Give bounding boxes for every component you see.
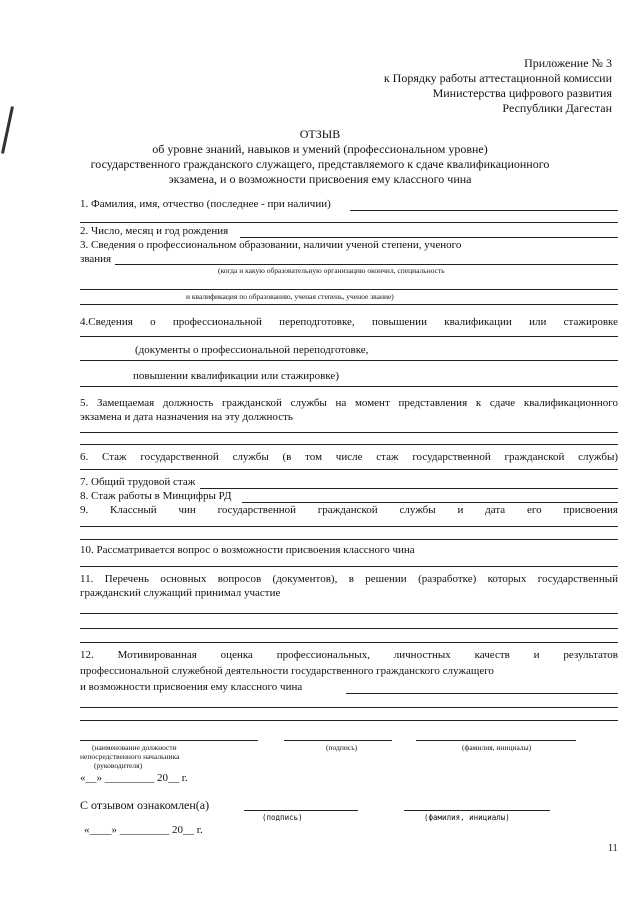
item-4-label: 4.Сведения о профессиональной переподготовке, повышении квалификации или стажировке bbox=[80, 316, 618, 328]
title-line-2: государственного гражданского служащего, представляемого к сдаче квалификационного bbox=[90, 157, 550, 171]
item-4-field-3[interactable] bbox=[80, 386, 618, 387]
acquainted-label: С отзывом ознакомлен(а) bbox=[80, 798, 210, 812]
appendix-republic: Республики Дагестан bbox=[502, 101, 612, 115]
date-field-2[interactable]: «____» _________ 20__ г. bbox=[84, 824, 203, 836]
item-7-label: 7. Общий трудовой стаж bbox=[80, 476, 196, 488]
item-10-label: 10. Рассматривается вопрос о возможности присвоения классного чина bbox=[80, 544, 415, 556]
item-3-label: 3. Сведения о профессиональном образовании, наличии ученой степени, ученого bbox=[80, 239, 462, 251]
item-9-field-2[interactable] bbox=[80, 539, 618, 540]
item-3-hint-1: (когда и какую образовательную организацию окончил, специальность bbox=[218, 266, 445, 275]
item-2-label: 2. Число, месяц и год рождения bbox=[80, 225, 229, 237]
item-4-hint-2: повышении квалификации или стажировке) bbox=[133, 370, 339, 382]
item-1-label: 1. Фамилия, имя, отчество (последнее - при наличии) bbox=[80, 198, 331, 210]
item-12-field[interactable] bbox=[346, 693, 618, 694]
signature-hint: (подпись) bbox=[326, 743, 358, 752]
item-3-field[interactable] bbox=[115, 264, 618, 265]
signature-field[interactable] bbox=[284, 740, 392, 741]
item-11-field-2[interactable] bbox=[80, 628, 618, 629]
item-11-label-2: гражданский служащий принимал участие bbox=[80, 587, 281, 599]
item-2-field[interactable] bbox=[240, 237, 618, 238]
position-field[interactable] bbox=[80, 740, 258, 741]
name-hint-2: (фамилия, инициалы) bbox=[424, 813, 510, 822]
signature-field-2[interactable] bbox=[244, 810, 358, 811]
item-8-label: 8. Стаж работы в Минцифры РД bbox=[80, 490, 232, 502]
appendix-ministry: Министерства цифрового развития bbox=[432, 86, 612, 100]
item-5-field-2[interactable] bbox=[80, 444, 618, 445]
signature-hint-2: (подпись) bbox=[262, 813, 303, 822]
name-field-2[interactable] bbox=[404, 810, 550, 811]
item-3-field-3[interactable] bbox=[80, 304, 618, 305]
item-5-label-2: экзамена и дата назначения на эту должность bbox=[80, 411, 293, 423]
item-4-field-2[interactable] bbox=[80, 360, 618, 361]
item-4-field[interactable] bbox=[80, 336, 618, 337]
item-5-label: 5. Замещаемая должность гражданской службы на момент представления к сдаче квалификационного bbox=[80, 397, 618, 409]
item-11-field[interactable] bbox=[80, 613, 618, 614]
position-hint-1: (наименование должности bbox=[92, 743, 177, 752]
date-field-1[interactable]: «__» _________ 20__ г. bbox=[80, 772, 188, 784]
item-9-label: 9. Классный чин государственной гражданской службы и дата его присвоения bbox=[80, 504, 618, 516]
name-field[interactable] bbox=[416, 740, 576, 741]
item-4-hint-1: (документы о профессиональной переподготовке, bbox=[135, 344, 369, 356]
item-1-field-2[interactable] bbox=[80, 222, 618, 223]
item-10-field[interactable] bbox=[80, 566, 618, 567]
item-7-field[interactable] bbox=[200, 488, 618, 489]
item-5-field[interactable] bbox=[80, 432, 618, 433]
item-12-field-3[interactable] bbox=[80, 720, 618, 721]
appendix-ref: к Порядку работы аттестационной комиссии bbox=[383, 71, 612, 85]
item-12-label-2: профессиональной служебной деятельности государственного гражданского служащего bbox=[80, 665, 494, 677]
item-11-label: 11. Перечень основных вопросов (документов), в решении (разработке) которых государственный bbox=[80, 573, 618, 585]
appendix-number: Приложение № 3 bbox=[524, 56, 612, 70]
item-6-field[interactable] bbox=[80, 469, 618, 470]
page-title: ОТЗЫВ bbox=[299, 127, 341, 141]
title-line-3: экзамена, и о возможности присвоения ему классного чина bbox=[168, 172, 472, 186]
item-12-label: 12. Мотивированная оценка профессиональных, личностных качеств и результатов bbox=[80, 649, 618, 661]
item-3-hint-2: и квалификация по образованию, ученая степень, ученое звание) bbox=[186, 292, 394, 301]
item-11-field-3[interactable] bbox=[80, 642, 618, 643]
item-6-label: 6. Стаж государственной службы (в том числе стаж государственной гражданской службы) bbox=[80, 451, 618, 463]
page-number: 11 bbox=[608, 843, 618, 854]
position-hint-3: (руководителя) bbox=[94, 761, 143, 770]
item-1-field[interactable] bbox=[350, 210, 618, 211]
item-12-label-3: и возможности присвоения ему классного чина bbox=[80, 681, 303, 693]
position-hint-2: непосредственного начальника bbox=[80, 752, 180, 761]
item-3-field-2[interactable] bbox=[80, 289, 618, 290]
item-8-field[interactable] bbox=[242, 502, 618, 503]
title-line-1: об уровне знаний, навыков и умений (профессиональном уровне) bbox=[152, 142, 488, 156]
item-12-field-2[interactable] bbox=[80, 707, 618, 708]
item-9-field[interactable] bbox=[80, 526, 618, 527]
item-3-label-2: звания bbox=[80, 253, 112, 265]
name-hint: (фамилия, инициалы) bbox=[462, 743, 532, 752]
